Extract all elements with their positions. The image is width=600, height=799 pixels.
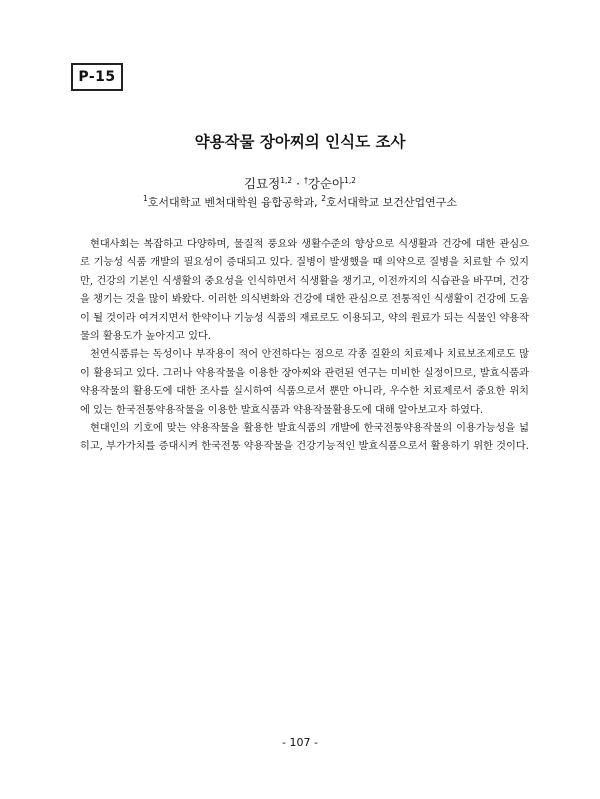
author-separator: · [292, 176, 305, 191]
abstract-body [80, 236, 529, 457]
affiliation-2-number: 2 [321, 194, 326, 203]
affiliation-1: 호서대학교 벤처대학원 융합공학과, [147, 196, 318, 209]
affiliation-2: 호서대학교 보건산업연구소 [325, 196, 457, 209]
abstract-paragraph: 현대인의 기호에 맞는 약용작물을 활용한 발효식품의 개발에 한국전통약용작물의 이용가능성을 넓히고, 부가가치를 증대시켜 한국전통 약용작물을 건강기능적인 발효식품으로서 활용하기 위한 것이다. [80, 423, 529, 453]
page-number: - 107 - [282, 736, 318, 749]
author-2: 강순아 [307, 176, 345, 191]
paper-title: 약용작물 장아찌의 인식도 조사 [194, 133, 406, 151]
author-1-affiliation-mark: 1,2 [280, 176, 293, 185]
author-1: 김묘정 [243, 176, 281, 191]
abstract-paragraph: 천연식품류는 독성이나 부작용이 적어 안전하다는 점으로 각종 질환의 치료제나 치료보조제로도 많이 활용되고 있다. 그러나 약용작물을 이용한 장아찌와 관련된 연구는 미비한 실정이므로, 발효식품과 약용작물의 활용도에 대한 조사를 실시하여 식품으로서 뿐만 아니라, 우수한 치료제로서 중요한 위치에 있는 한국전통약용작물을 이용한 발효식품과 약용작물활용도에 대해 알아보고자 하였다. [80, 349, 529, 416]
author-line [0, 174, 600, 192]
corresponding-author-dagger: † [304, 176, 308, 185]
author-2-affiliation-mark: 1,2 [344, 176, 356, 185]
affiliation-1-number: 1 [143, 194, 148, 203]
affiliation-line [0, 194, 600, 210]
abstract-paragraph: 현대사회는 복잡하고 다양하며, 물질적 풍요와 생활수준의 향상으로 식생활과 건강에 대한 관심으로 기능성 식품 개발의 필요성이 증대되고 있다. 질병이 발생했을 때 의약으로 질병을 치료할 수 있지만, 건강의 기본인 식생활의 중요성을 인식하면서 식생활을 챙기고, 이전까지의 식습관을 바꾸며, 건강을 챙기는 것을 많이 봐왔다. 이러한 의식변화와 건강에 대한 관심으로 전통적인 식생활이 건강에 도움이 될 것이라 여겨지면서 한약이나 기능성 식품의 재료로도 이용되고, 약의 원료가 되는 식물인 약용작물의 활용도가 높아지고 있다. [80, 239, 529, 343]
poster-code-badge: P-15 [71, 63, 123, 91]
